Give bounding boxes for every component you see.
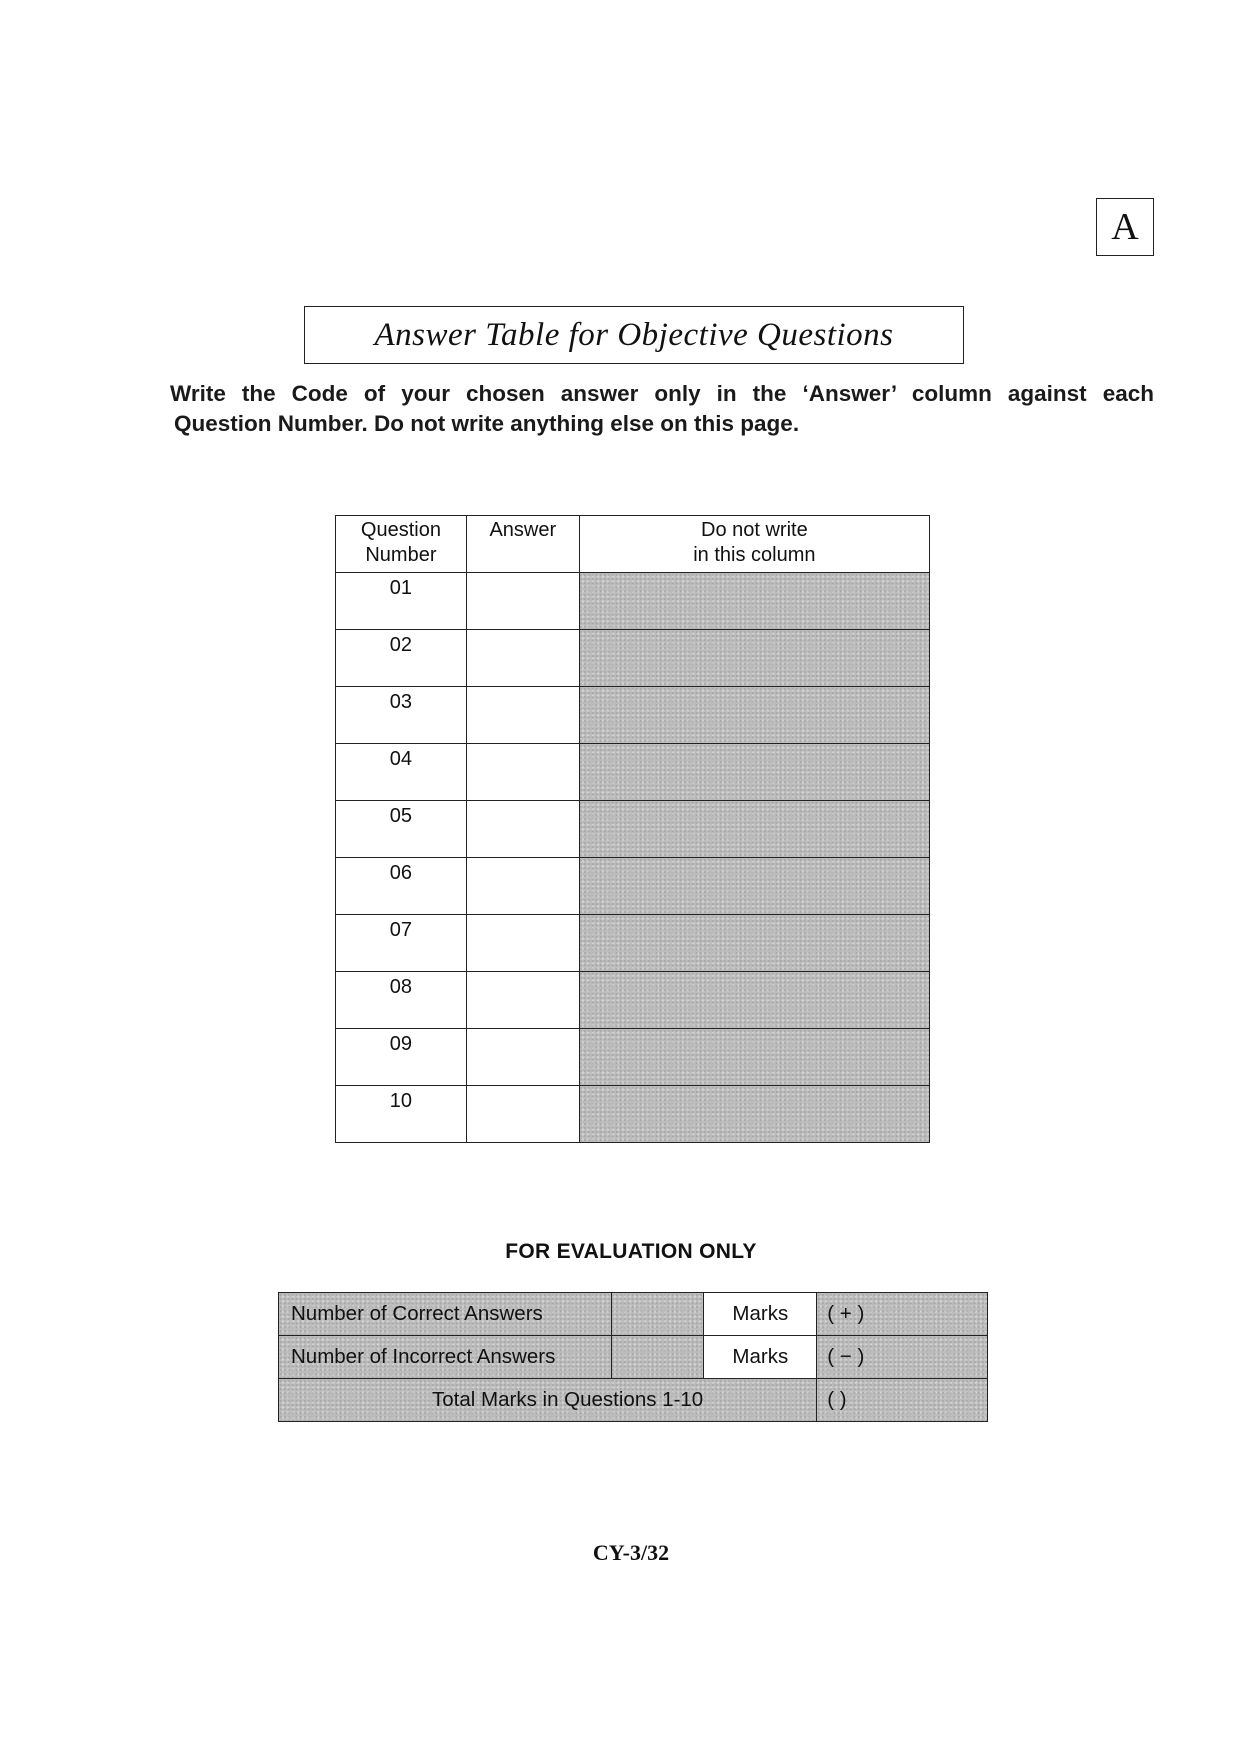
question-header-line-2: Number xyxy=(365,544,437,566)
do-not-write-line-1: Do not write xyxy=(701,519,808,541)
question-number-cell: 04 xyxy=(336,744,467,801)
answer-cell[interactable] xyxy=(466,1086,579,1143)
set-code-box xyxy=(1096,198,1154,256)
answer-cell[interactable] xyxy=(466,915,579,972)
answer-cell[interactable] xyxy=(466,972,579,1029)
question-number-cell: 09 xyxy=(336,1029,467,1086)
question-number-header xyxy=(336,516,467,573)
question-number-cell: 07 xyxy=(336,915,467,972)
do-not-write-cell xyxy=(579,915,929,972)
do-not-write-cell xyxy=(579,801,929,858)
incorrect-marks-cell: ( − ) xyxy=(817,1336,988,1379)
answer-cell[interactable] xyxy=(466,573,579,630)
question-number-cell: 03 xyxy=(336,687,467,744)
page-title: Answer Table for Objective Questions xyxy=(374,316,894,353)
correct-answers-row xyxy=(279,1293,988,1336)
total-marks-label: Total Marks in Questions 1-10 xyxy=(279,1379,817,1422)
do-not-write-cell xyxy=(579,1029,929,1086)
page-footer: CY-3/32 xyxy=(592,1540,670,1565)
answer-row xyxy=(336,630,930,687)
correct-answers-count-cell xyxy=(611,1293,704,1336)
answer-cell[interactable] xyxy=(466,801,579,858)
instructions xyxy=(170,379,1154,439)
do-not-write-cell xyxy=(579,630,929,687)
do-not-write-cell xyxy=(579,573,929,630)
instructions-line-1: Write the Code of your chosen answer only in the ‘Answer’ column against each xyxy=(170,381,1154,406)
answer-table-header xyxy=(336,516,930,573)
do-not-write-header xyxy=(579,516,929,573)
answer-row xyxy=(336,1029,930,1086)
incorrect-answers-count-cell xyxy=(611,1336,704,1379)
answer-row xyxy=(336,1086,930,1143)
answer-cell[interactable] xyxy=(466,858,579,915)
set-code: A xyxy=(1111,206,1139,248)
question-number-cell: 06 xyxy=(336,858,467,915)
answer-row xyxy=(336,858,930,915)
instructions-line-2: Question Number. Do not write anything else on this page. xyxy=(174,411,800,436)
answer-header-label: Answer xyxy=(489,519,557,541)
answer-row xyxy=(336,744,930,801)
correct-marks-label: Marks xyxy=(704,1293,817,1336)
answer-cell[interactable] xyxy=(466,630,579,687)
question-number-cell: 10 xyxy=(336,1086,467,1143)
incorrect-marks-label: Marks xyxy=(704,1336,817,1379)
answer-header xyxy=(466,516,579,573)
question-header-line-1: Question xyxy=(360,519,441,541)
total-marks-cell: ( ) xyxy=(817,1379,988,1422)
correct-answers-label: Number of Correct Answers xyxy=(279,1293,612,1336)
answer-row xyxy=(336,801,930,858)
incorrect-answers-row xyxy=(279,1336,988,1379)
answer-table xyxy=(335,515,930,1143)
do-not-write-cell xyxy=(579,687,929,744)
page-title-box xyxy=(304,306,964,364)
total-marks-row xyxy=(279,1379,988,1422)
do-not-write-cell xyxy=(579,1086,929,1143)
incorrect-answers-label: Number of Incorrect Answers xyxy=(279,1336,612,1379)
correct-marks-cell: ( + ) xyxy=(817,1293,988,1336)
answer-row xyxy=(336,915,930,972)
question-number-cell: 01 xyxy=(336,573,467,630)
question-number-cell: 05 xyxy=(336,801,467,858)
answer-cell[interactable] xyxy=(466,1029,579,1086)
do-not-write-cell xyxy=(579,744,929,801)
do-not-write-cell xyxy=(579,858,929,915)
answer-row xyxy=(336,573,930,630)
do-not-write-line-2: in this column xyxy=(693,544,816,566)
answer-row xyxy=(336,972,930,1029)
question-number-cell: 02 xyxy=(336,630,467,687)
evaluation-table xyxy=(278,1292,988,1422)
answer-cell[interactable] xyxy=(466,687,579,744)
question-number-cell: 08 xyxy=(336,972,467,1029)
do-not-write-cell xyxy=(579,972,929,1029)
answer-row xyxy=(336,687,930,744)
answer-cell[interactable] xyxy=(466,744,579,801)
evaluation-heading: FOR EVALUATION ONLY xyxy=(505,1240,757,1263)
